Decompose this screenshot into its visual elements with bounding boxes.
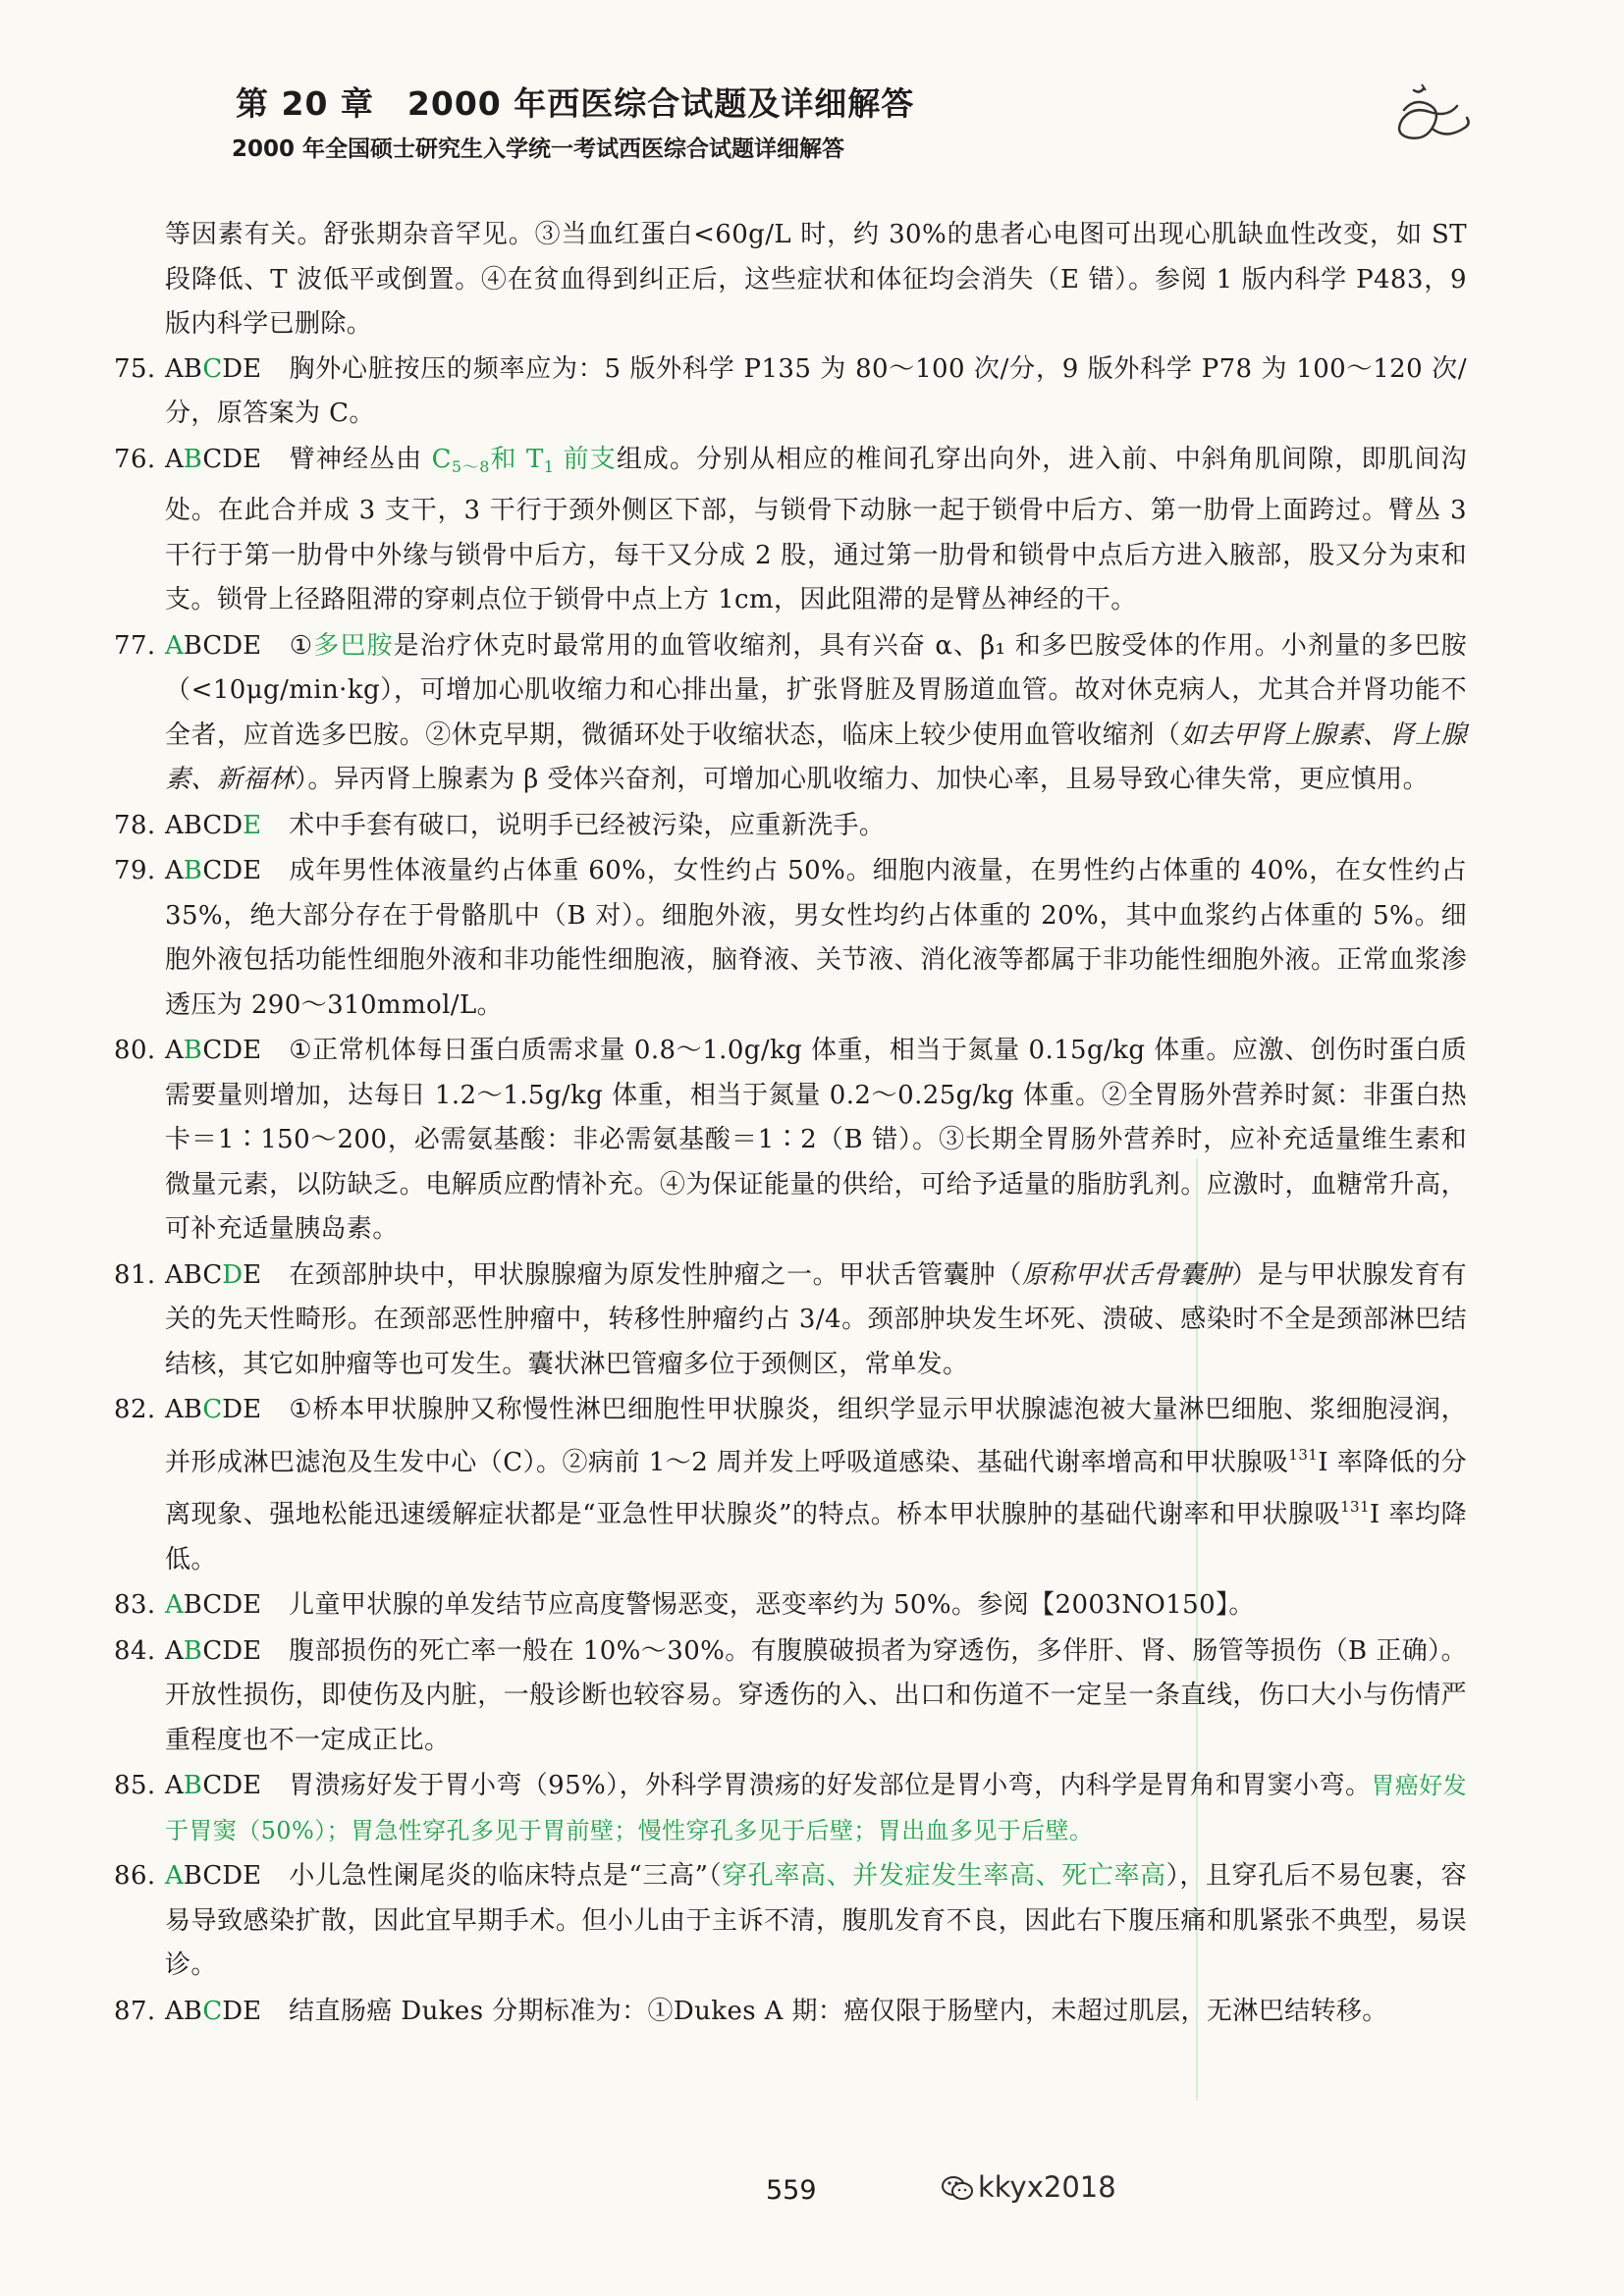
item-number: 77. [114, 630, 156, 661]
explanation-text: 胸外心脏按压的频率应为：5 版外科学 P135 为 80～100 次/分，9 版外科学 P78 为 100～120 次/分，原答案为 C。 [165, 353, 1467, 428]
option-letters: ABCDE [165, 630, 262, 661]
explanation-text: 腹部损伤的死亡率一般在 10%～30%。有腹膜破损者为穿透伤，多伴肝、肾、肠管等损伤（B 正确）。开放性损伤，即使伤及内脏，一般诊断也较容易。穿透伤的入、出口和伤道不一定呈一条直线，伤口大小与伤情严重程度也不一定成正比。 [165, 1635, 1467, 1755]
correct-answer: A [165, 630, 184, 661]
option-letters: ABCDE [165, 810, 262, 840]
italic-note: 如去甲肾上腺素、肾上腺素、新福林 [165, 720, 1467, 794]
explanation-text: ①桥本甲状腺肿又称慢性淋巴细胞性甲状腺炎，组织学显示甲状腺滤泡被大量淋巴细胞、浆细胞浸润，并形成淋巴滤泡及生发中心（C）。②病前 1～2 周并发上呼吸道感染、基础代谢率增高和甲状腺吸 [165, 1395, 1467, 1477]
highlight-text: 穿孔率高、并发症发生率高、死亡率高 [722, 1861, 1166, 1891]
item-number: 87. [114, 1996, 156, 2026]
answer-item-85 [114, 1764, 1467, 1853]
explanation-text: 术中手套有破口，说明手已经被污染，应重新洗手。 [289, 810, 886, 840]
answer-item-81: 81. ABCDE 在颈部肿块中，甲状腺腺瘤为原发性肿瘤之一。甲状舌管囊肿（原称甲状舌骨囊肿）是与甲状腺发育有关的先天性畸形。在颈部恶性肿瘤中，转移性肿瘤约占 3/4。颈部肿块发生坏死、溃破、感染时不全是颈部淋巴结结核，其它如肿瘤等也可发生。囊状淋巴管瘤多位于颈侧区，常单发。 [114, 1254, 1467, 1388]
option-letters: ABCDE [165, 1590, 262, 1620]
answer-item-87 [114, 1990, 1467, 2035]
option-letters: ABCDE [165, 353, 262, 384]
explanation-text: ①正常机体每日蛋白质需求量 0.8～1.0g/kg 体重，相当于氮量 0.15g/kg 体重。应激、创伤时蛋白质需要量则增加，达每日 1.2～1.5g/kg 体重，相当于氮量 0.2～0.25g/kg 体重。②全胃肠外营养时氮：非蛋白热卡＝1∶150～200，必需氨基酸：非必需氨基酸＝1∶2（B 错）。③长期全胃肠外营养时，应补充适量维生素和微量元素，以防缺乏。电解质应酌情补充。④为保证能量的供给，可给予适量的脂肪乳剂。应激时，血糖常升高，可补充适量胰岛素。 [165, 1036, 1467, 1244]
correct-answer: B [183, 444, 203, 474]
correct-answer: C [202, 353, 223, 384]
option-letters: ABCDE [165, 444, 262, 474]
answer-content [114, 213, 1467, 2035]
option-letters: ABCDE [165, 1635, 262, 1666]
option-letters: ABCDE [165, 1861, 262, 1891]
item-number: 76. [114, 444, 156, 474]
italic-note: 原称甲状舌骨囊肿 [1021, 1259, 1232, 1290]
option-letters: ABCDE [165, 856, 262, 885]
correct-answer: B [183, 856, 203, 885]
chapter-subtitle: 2000 年全国硕士研究生入学统一考试西医综合试题详细解答 [232, 136, 845, 162]
correct-answer: D [222, 1259, 244, 1290]
intro-paragraph: 等因素有关。舒张期杂音罕见。③当血红蛋白<60g/L 时，约 30%的患者心电图可出现心肌缺血性改变，如 ST 段降低、T 波低平或倒置。④在贫血得到纠正后，这些症状和体征均会消失（E 错）。参阅 1 版内科学 P483，9 版内科学已删除。 [165, 220, 1467, 339]
answer-item-80 [114, 1029, 1467, 1253]
correct-answer: E [243, 810, 262, 840]
item-number: 82. [114, 1395, 156, 1424]
watermark [941, 2170, 1116, 2204]
item-number: 75. [114, 353, 156, 384]
answer-item-84 [114, 1629, 1467, 1764]
option-letters: ABCDE [165, 1395, 262, 1424]
scribble-logo-icon [1375, 80, 1483, 169]
explanation-text: 成年男性体液量约占体重 60%，女性约占 50%。细胞内液量，在男性约占体重的 40%，在女性约占 35%，绝大部分存在于骨骼肌中（B 对）。细胞外液，男女性均约占体重的 20%，其中血浆约占体重的 5%。细胞外液包括功能性细胞外液和非功能性细胞液，脑脊液、关节液、消化液等都属于非功能性细胞外液。正常血浆渗透压为 290～310mmol/L。 [165, 856, 1467, 1020]
explanation-text: 胃溃疡好发于胃小弯（95%），外科学胃溃疡的好发部位是胃小弯，内科学是胃角和胃窦小弯。 [289, 1771, 1372, 1800]
answer-item-78 [114, 804, 1467, 849]
item-number: 79. [114, 856, 156, 885]
item-number: 80. [114, 1036, 156, 1065]
answer-item-76: 76. ABCDE 臂神经丛由 $C_{5\sim 8}$和 $T_1$ 前支组成。分别从相应的椎间孔穿出向外，进入前、中斜角肌间隙，即肌间沟处。在此合并成 3 支干，3 干行于颈外侧区下部，与锁骨下动脉一起于锁骨中后方、第一肋骨上面跨过。臂丛 3 干行于第一肋骨中外缘与锁骨中后方，每干又分成 2 股，通过第一肋骨和锁骨中点后方进入腋部，股又分为束和支。锁骨上径路阻滞的穿刺点位于锁骨中点上方 1cm，因此阻滞的是臂丛神经的干。 [114, 438, 1467, 623]
item-number: 81. [114, 1259, 156, 1290]
explanation-text: 在颈部肿块中，甲状腺腺瘤为原发性肿瘤之一。甲状舌管囊肿（ [289, 1259, 1022, 1290]
item-number: 85. [114, 1771, 156, 1800]
correct-answer: C [202, 1996, 223, 2026]
answer-item-79 [114, 849, 1467, 1028]
page-number: 559 [766, 2175, 817, 2206]
explanation-text: ），且穿孔后不易包裹，容易导致感染扩散，因此宜早期手术。但小儿由于主诉不清，腹肌发育不良，因此右下腹压痛和肌紧张不典型，易误诊。 [165, 1861, 1467, 1980]
explanation-text: 是治疗休克时最常用的血管收缩剂，具有兴奋 α、β₁ 和多巴胺受体的作用。小剂量的多巴胺（<10μg/min·kg），可增加心肌收缩力和心排出量，扩张肾脏及胃肠道血管。故对休克病人，尤其合并肾功能不全者，应首选多巴胺。②休克早期，微循环处于收缩状态，临床上较少使用血管收缩剂（ [165, 630, 1468, 750]
explanation-text: 结直肠癌 Dukes 分期标准为：①Dukes A 期：癌仅限于肠壁内，未超过肌层，无淋巴结转移。 [289, 1996, 1388, 2026]
option-letters: ABCDE [165, 1996, 262, 2026]
answer-item-77: 77. ABCDE ①多巴胺是治疗休克时最常用的血管收缩剂，具有兴奋 α、β₁ 和多巴胺受体的作用。小剂量的多巴胺（<10μg/min·kg），可增加心肌收缩力和心排出量，扩张肾脏及胃肠道血管。故对休克病人，尤其合并肾功能不全者，应首选多巴胺。②休克早期，微循环处于收缩状态，临床上较少使用血管收缩剂（如去甲肾上腺素、肾上腺素、新福林）。异丙肾上腺素为 β 受体兴奋剂，可增加心肌收缩力、加快心率，且易导致心律失常，更应慎用。 [114, 624, 1467, 803]
page-header [0, 0, 1624, 196]
explanation-text: 组成。分别从相应的椎间孔穿出向外，进入前、中斜角肌间隙，即肌间沟处。在此合并成 3 支干，3 干行于颈外侧区下部，与锁骨下动脉一起于锁骨中后方、第一肋骨上面跨过。臂丛 3 干行于第一肋骨中外缘与锁骨中后方，每干又分成 2 股，通过第一肋骨和锁骨中点后方进入腋部，股又分为束和支。锁骨上径路阻滞的穿刺点位于锁骨中点上方 1cm，因此阻滞的是臂丛神经的干。 [165, 444, 1467, 614]
chapter-title: 第 20 章 2000 年西医综合试题及详细解答 [236, 84, 915, 123]
item-number: 83. [114, 1590, 156, 1620]
watermark-text: kkyx2018 [978, 2170, 1116, 2204]
answer-item-75 [114, 347, 1467, 437]
highlight-text: $C_{5\sim 8}$和 $T_1$ 前支 [431, 444, 617, 476]
wechat-icon [941, 2174, 974, 2202]
explanation-text: 儿童甲状腺的单发结节应高度警惕恶变，恶变率约为 50%。参阅【2003NO150】。 [289, 1590, 1255, 1620]
answer-item-86: 86. ABCDE 小儿急性阑尾炎的临床特点是“三高”（穿孔率高、并发症发生率高、死亡率高），且穿孔后不易包裹，容易导致感染扩散，因此宜早期手术。但小儿由于主诉不清，腹肌发育不良，因此右下腹压痛和肌紧张不典型，易误诊。 [114, 1854, 1467, 1989]
item-number: 86. [114, 1861, 156, 1891]
correct-answer: A [165, 1590, 184, 1620]
highlight-text: 多巴胺 [313, 630, 394, 661]
correct-answer: B [183, 1771, 203, 1800]
answer-item-83 [114, 1583, 1467, 1629]
option-letters: ABCDE [165, 1036, 262, 1065]
answer-item-82: 82. ABCDE ①桥本甲状腺肿又称慢性淋巴细胞性甲状腺炎，组织学显示甲状腺滤泡被大量淋巴细胞、浆细胞浸润，并形成淋巴滤泡及生发中心（C）。②病前 1～2 周并发上呼吸道感染、基础代谢率增高和甲状腺吸$^{131}$I 率降低的分离现象、强地松能迅速缓解症状都是“亚急性甲状腺炎”的特点。桥本甲状腺肿的基础代谢率和甲状腺吸$^{131}$I 率均降低。 [114, 1388, 1467, 1582]
item-number: 78. [114, 810, 156, 840]
handwritten-note: 胃癌好发于胃窦（50%）；胃急性穿孔多见于胃前壁；慢性穿孔多见于后壁；胃出血多见于后壁。 [165, 1772, 1467, 1844]
option-letters: ABCDE [165, 1259, 262, 1290]
correct-answer: B [183, 1635, 203, 1666]
option-letters: ABCDE [165, 1771, 262, 1800]
item-number: 84. [114, 1635, 156, 1666]
correct-answer: C [202, 1395, 223, 1424]
correct-answer: B [183, 1036, 203, 1065]
correct-answer: A [165, 1861, 184, 1891]
